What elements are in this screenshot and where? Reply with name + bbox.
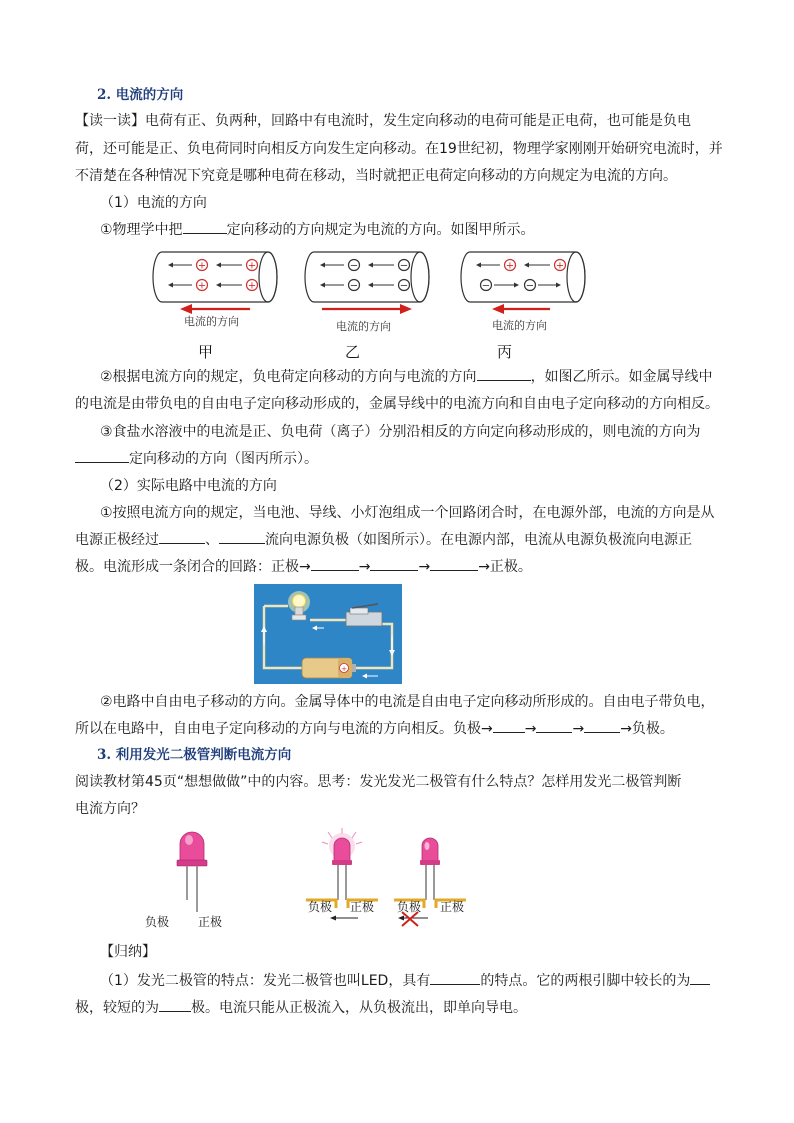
fill-blank[interactable]	[311, 556, 359, 571]
subheading-current-direction: （1）电流的方向	[100, 195, 207, 211]
paragraph-4-line-2	[75, 529, 692, 551]
svg-text:−: −	[481, 280, 491, 292]
subheading-actual-circuit: （2）实际电路中电流的方向	[100, 478, 277, 494]
paragraph-3-line-1: ③食盐水溶液中的电流是正、负电荷（离子）分别沿相反的方向定向移动形成的，则电流的方向为	[100, 424, 701, 440]
svg-text:+: +	[247, 260, 257, 272]
led-positive-label: 正极	[198, 915, 223, 929]
tube-bing-label: 电流的方向	[492, 319, 547, 332]
section-3-heading: 3. 利用发光二极管判断电流方向	[97, 747, 292, 763]
fill-blank[interactable]	[536, 718, 572, 733]
p4-text-a: 电源正极经过	[75, 532, 159, 548]
summary-text-d: 极。电流只能从正极流入，从负极流出，即单向导电。	[191, 1000, 527, 1016]
p4-text-b: 、	[205, 532, 219, 548]
paragraph-3-line-2	[75, 448, 318, 470]
paragraph-4-line-1: ①按照电流方向的规定，当电池、导线、小灯泡组成一个回路闭合时，在电源外部，电流的方向是从	[100, 505, 715, 521]
read-paragraph-line-3: 不清楚在各种情况下究竟是哪种电荷在移动，当时就把正电荷定向移动的方向规定为电流的方向。	[75, 168, 677, 184]
fill-blank[interactable]	[584, 718, 620, 733]
p2-text-a: ②根据电流方向的规定，负电荷定向移动的方向与电流的方向	[100, 369, 477, 385]
svg-text:+: +	[197, 280, 207, 292]
tube-jia	[153, 252, 277, 302]
read-paragraph-line-2: 荷，还可能是正、负电荷同时向相反方向发生定向移动。在19世纪初，物理学家刚刚开始研究电流时，并	[75, 141, 723, 157]
led-figure-icon	[172, 830, 212, 916]
fill-blank[interactable]	[370, 556, 418, 571]
svg-text:+: +	[555, 260, 565, 272]
p3-text-b: 定向移动的方向（图丙所示）。	[129, 451, 318, 467]
paragraph-4-line-3	[75, 556, 532, 578]
read-paragraph-line-1: 【读一读】电荷有正、负两种，回路中有电流时，发生定向移动的电荷可能是正电荷，也可能是负电	[75, 113, 691, 129]
led-3-positive-label: 正极	[440, 900, 465, 914]
p2-text-b: ，如图乙所示。如金属导线中	[530, 369, 713, 385]
led-3-negative-label: 负极	[397, 900, 422, 914]
paragraph-2-line-1	[100, 366, 713, 388]
tube-jia-label: 电流的方向	[184, 315, 239, 328]
tube-bing	[461, 252, 585, 302]
paragraph-5-line-1: ②电路中自由电子移动的方向。金属导体中的电流是自由电子定向移动所形成的。自由电子带负电，	[100, 694, 715, 710]
tube-yi-label: 电流的方向	[336, 320, 391, 333]
led-2-negative-label: 负极	[308, 900, 333, 914]
p1-text-a: ①物理学中把	[100, 222, 183, 238]
svg-text:+: +	[505, 260, 515, 272]
p5-text-a: 所以在电路中，自由电子定向移动的方向与电流的方向相反。负极→	[75, 721, 493, 737]
summary-text-c: 极，较短的为	[75, 1000, 159, 1016]
fill-blank[interactable]	[219, 529, 265, 544]
led-2-positive-label: 正极	[350, 900, 375, 914]
led-negative-label: 负极	[145, 915, 170, 929]
p5-text-b: →	[524, 721, 537, 737]
charge-tubes-figure	[150, 246, 590, 310]
fill-blank[interactable]	[159, 997, 191, 1012]
p5-text-d: →负极。	[620, 721, 674, 737]
svg-text:−: −	[349, 260, 359, 272]
charge-plus: +	[197, 260, 207, 272]
paragraph-5-line-2	[75, 718, 674, 740]
p1-text-b: 定向移动的方向规定为电流的方向。如图甲所示。	[226, 222, 535, 238]
summary-line-2	[75, 997, 527, 1019]
p4-text-c: 流向电源负极（如图所示）。在电源内部，电流从电源负极流向电源正	[265, 532, 692, 548]
p4-text-f: →	[418, 559, 431, 575]
fill-blank[interactable]	[159, 529, 205, 544]
section-3-line-1: 阅读教材第45页“想想做做”中的内容。思考：发光发光二极管有什么特点？怎样用发光二极管判断	[75, 774, 682, 790]
paragraph-2-line-2: 的电流是由带负电的自由电子定向移动形成的，金属导线中的电流方向和自由电子定向移动的方向相反。	[75, 396, 719, 412]
svg-text:−: −	[349, 280, 359, 292]
p4-text-e: →	[358, 559, 371, 575]
fill-blank[interactable]	[183, 219, 227, 234]
section-3-line-2: 电流方向？	[75, 801, 145, 817]
svg-text:−: −	[399, 280, 409, 292]
battery-icon	[302, 658, 356, 678]
section-2-heading: 2. 电流的方向	[97, 87, 184, 103]
p4-text-g: →正极。	[478, 559, 532, 575]
svg-text:+: +	[247, 280, 257, 292]
svg-text:−: −	[525, 280, 535, 292]
fill-blank[interactable]	[75, 448, 129, 463]
summary-text-b: 的特点。它的两根引脚中较长的为	[480, 973, 691, 989]
fill-blank[interactable]	[690, 970, 710, 985]
fill-blank[interactable]	[430, 970, 480, 985]
fill-blank[interactable]	[493, 718, 525, 733]
figure-bing-caption: 丙	[497, 343, 513, 361]
p5-text-c: →	[572, 721, 585, 737]
svg-text:−: −	[399, 260, 409, 272]
summary-title: 【归纳】	[100, 944, 156, 960]
circuit-diagram	[254, 584, 402, 684]
fill-blank[interactable]	[477, 366, 531, 381]
summary-line-1	[100, 970, 710, 992]
tube-yi	[305, 252, 429, 302]
summary-text-a: （1）发光二极管的特点：发光二极管也叫LED，具有	[100, 973, 431, 989]
p4-text-d: 极。电流形成一条闭合的回路：正极→	[75, 559, 311, 575]
battery-plus-sign: +	[341, 665, 347, 673]
figure-jia-caption: 甲	[198, 343, 214, 361]
paragraph-1	[100, 219, 535, 241]
figure-yi-caption: 乙	[345, 343, 361, 361]
fill-blank[interactable]	[430, 556, 478, 571]
